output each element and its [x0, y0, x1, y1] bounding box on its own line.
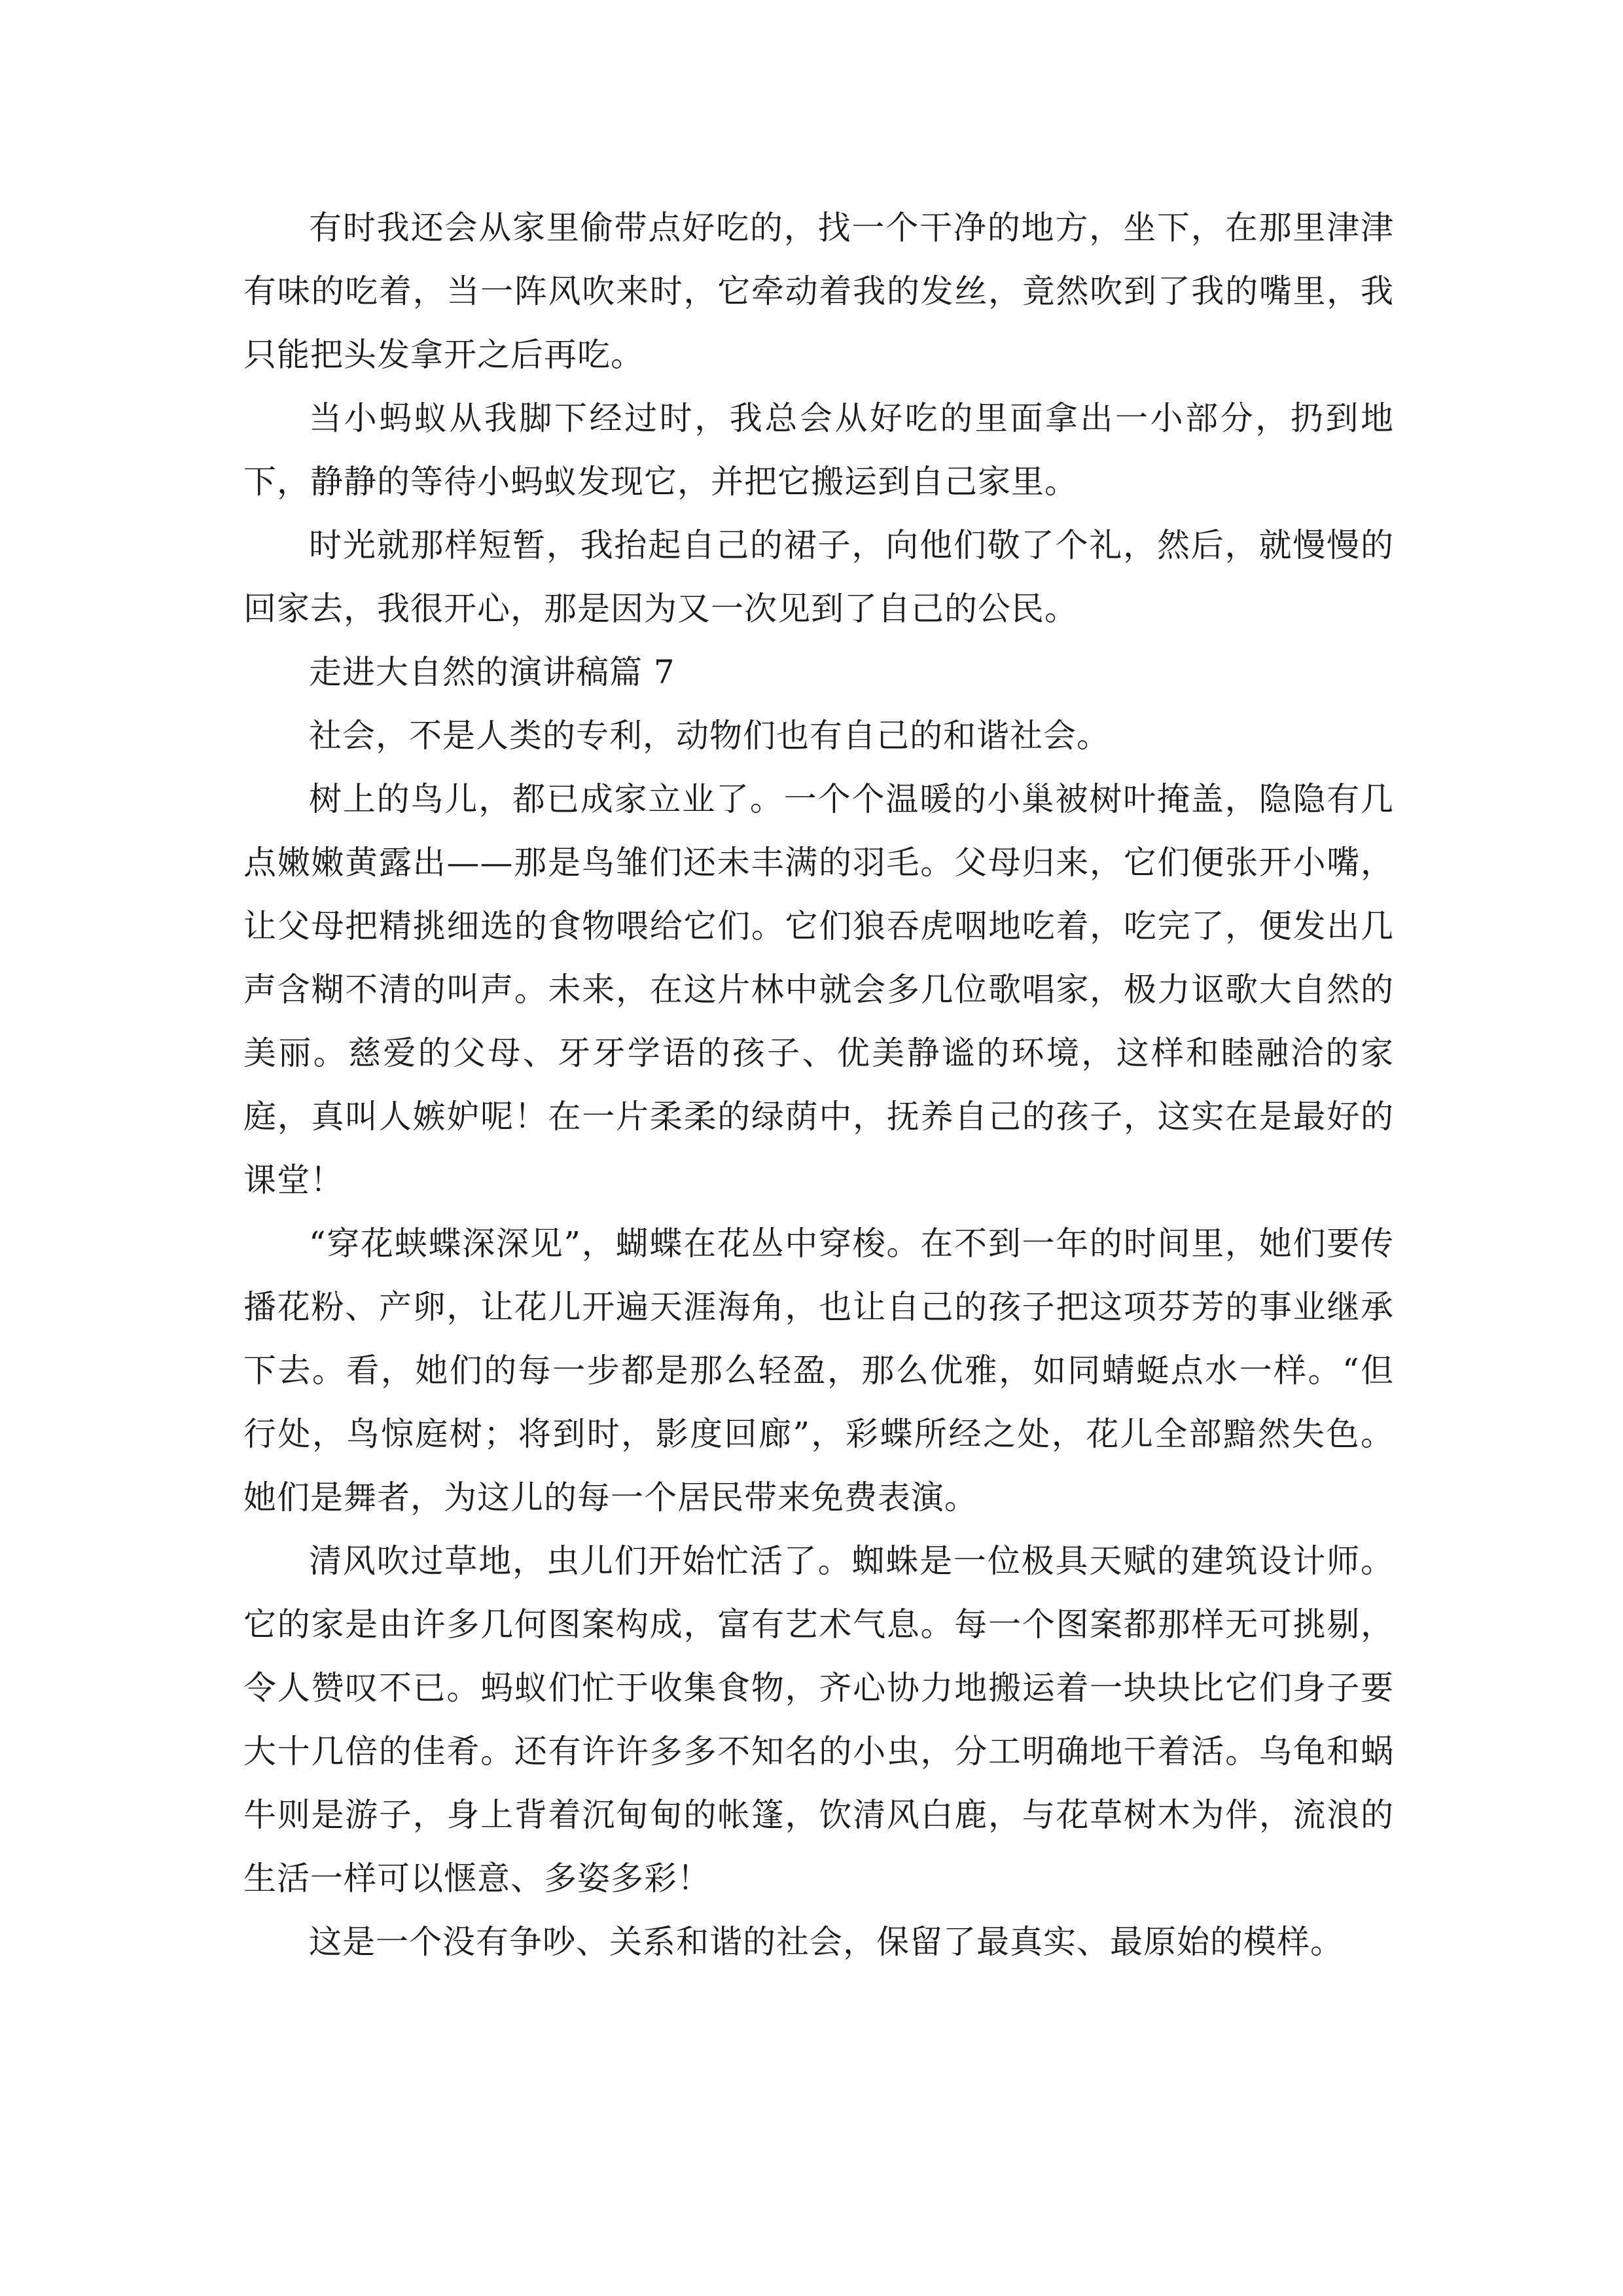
paragraph: “穿花蛱蝶深深见”，蝴蝶在花丛中穿梭。在不到一年的时间里，她们要传播花粉、产卵，让花儿开遍天涯海角，也让自己的孩子把这项芬芳的事业继承下去。看，她们的每一步都是那么轻盈，那么优雅，如同蜻蜓点水一样。“但行处，鸟惊庭树；将到时，影度回廊”，彩蝶所经之处，花儿全部黯然失色。她们是舞者，为这儿的每一个居民带来免费表演。	[243, 1225, 1394, 1516]
paragraph: 树上的鸟儿，都已成家立业了。一个个温暖的小巢被树叶掩盖，隐隐有几点嫩嫩黄露出——那是鸟雏们还未丰满的羽毛。父母归来，它们便张开小嘴，让父母把精挑细选的食物喂给它们。它们狼吞虎咽地吃着，吃完了，便发出几声含糊不清的叫声。未来，在这片林中就会多几位歌唱家，极力讴歌大自然的美丽。慈爱的父母、牙牙学语的孩子、优美静谧的环境，这样和睦融洽的家庭，真叫人嫉妒呢！在一片柔柔的绿荫中，抚养自己的孩子，这实在是最好的课堂！	[243, 780, 1394, 1199]
document-body	[243, 196, 1394, 1974]
paragraph: 时光就那样短暂，我抬起自己的裙子，向他们敬了个礼，然后，就慢慢的回家去，我很开心，那是因为又一次见到了自己的公民。	[243, 526, 1394, 628]
paragraph: 社会，不是人类的专利，动物们也有自己的和谐社会。	[309, 717, 1110, 755]
paragraph: 清风吹过草地，虫儿们开始忙活了。蜘蛛是一位极具天赋的建筑设计师。它的家是由许多几何图案构成，富有艺术气息。每一个图案都那样无可挑剔，令人赞叹不已。蚂蚁们忙于收集食物，齐心协力地搬运着一块块比它们身子要大十几倍的佳肴。还有许许多多不知名的小虫，分工明确地干着活。乌龟和蜗牛则是游子，身上背着沉甸甸的帐篷，饮清风白鹿，与花草树木为伴，流浪的生活一样可以惬意、多姿多彩！	[243, 1542, 1394, 1897]
paragraph: 当小蚂蚁从我脚下经过时，我总会从好吃的里面拿出一小部分，扔到地下，静静的等待小蚂蚁发现它，并把它搬运到自己家里。	[243, 399, 1394, 501]
section-heading: 走进大自然的演讲稿篇 7	[309, 653, 675, 691]
paragraph: 这是一个没有争吵、关系和谐的社会，保留了最真实、最原始的模样。	[309, 1923, 1344, 1961]
paragraph: 有时我还会从家里偷带点好吃的，找一个干净的地方，坐下，在那里津津有味的吃着，当一阵风吹来时，它牵动着我的发丝，竟然吹到了我的嘴里，我只能把头发拿开之后再吃。	[243, 209, 1394, 374]
